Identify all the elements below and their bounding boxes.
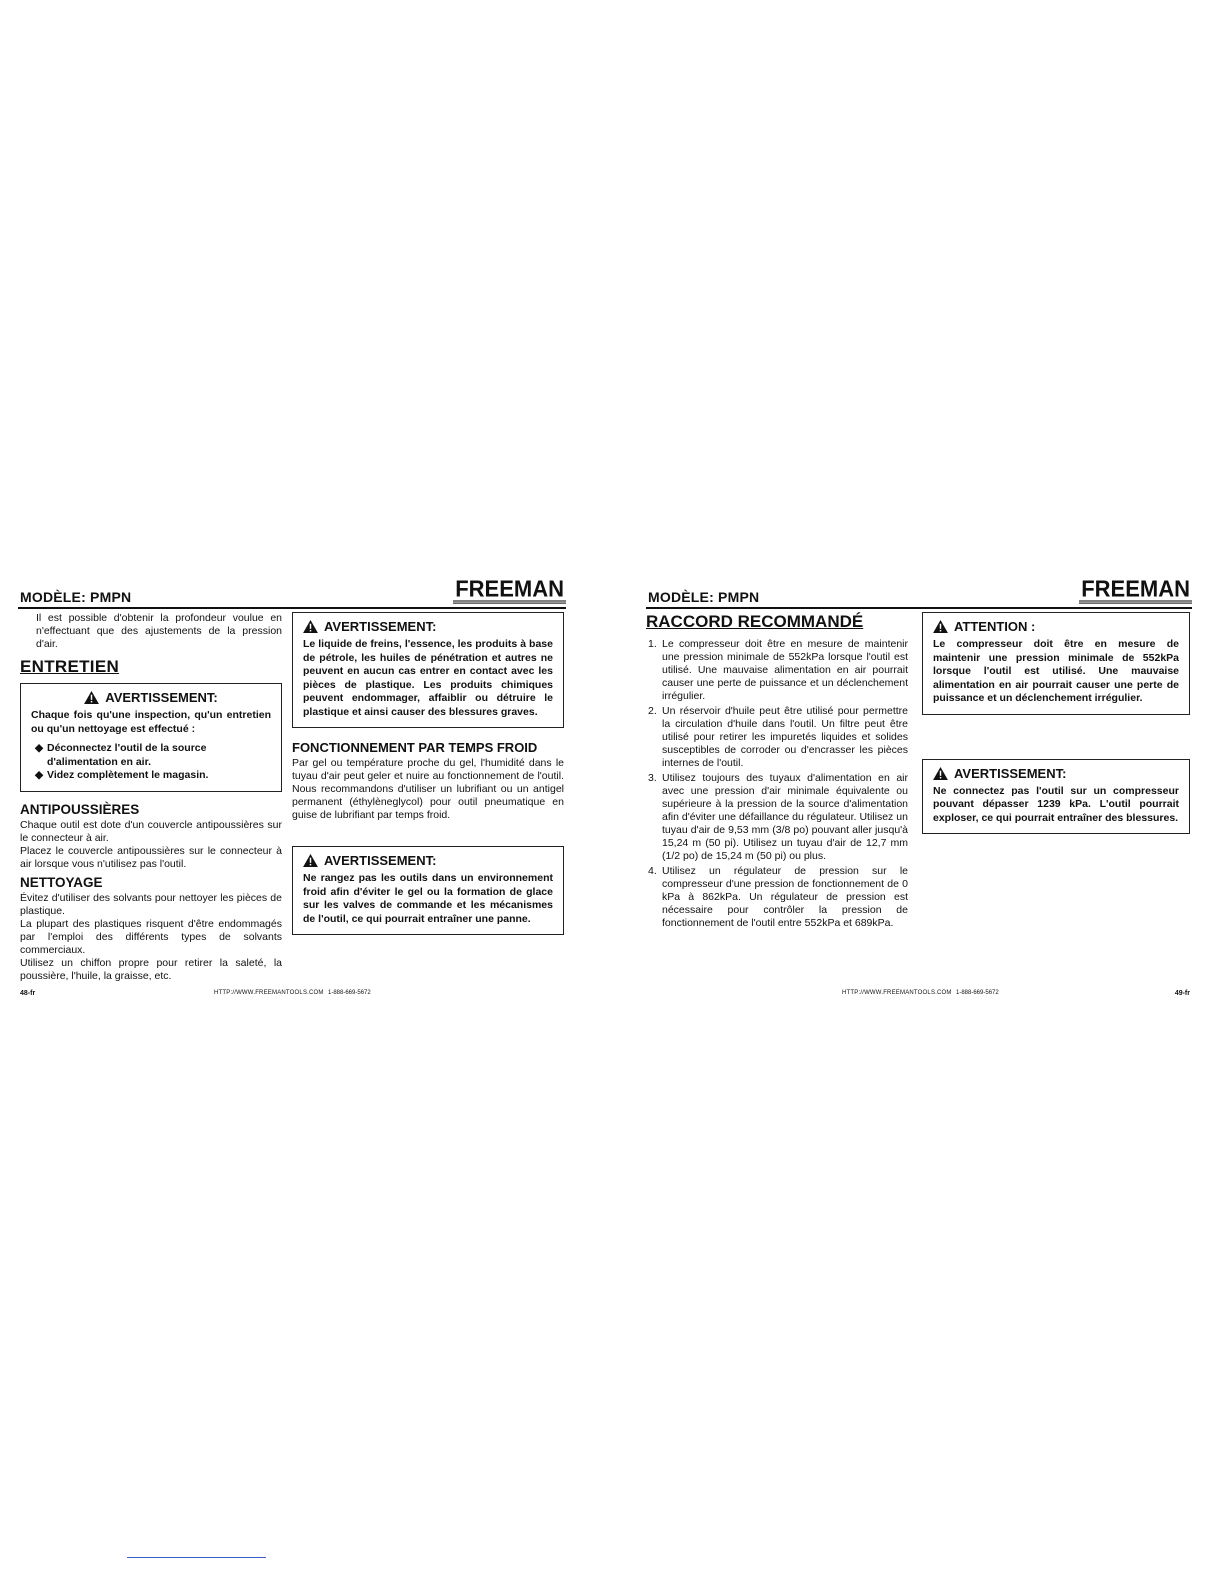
warning-triangle-icon xyxy=(303,854,318,867)
warning-triangle-icon xyxy=(303,620,318,633)
warning-triangle-icon xyxy=(933,767,948,780)
bullet-diamond-icon: ◆ xyxy=(35,769,44,781)
warning-triangle-icon xyxy=(84,691,99,704)
bottom-link-underline xyxy=(127,1557,266,1558)
froid-heading: FONCTIONNEMENT PAR TEMPS FROID xyxy=(292,740,538,755)
right-page xyxy=(646,575,1192,1008)
warning-title: AVERTISSEMENT: xyxy=(303,619,553,634)
footer-phone: 1-888-669-5672 xyxy=(956,990,999,996)
warning-text: Ne rangez pas les outils dans un environnement froid afin d'éviter le gel ou la formation de glace sur les valves de commande et les mécanismes de l'outil, ce qui pourrait entraîner une panne. xyxy=(303,872,553,925)
freeman-logo: FREEMAN xyxy=(1079,577,1192,603)
warning-text: Chaque fois qu'une inspection, qu'un entretien ou qu'un nettoyage est effectué : xyxy=(31,709,271,735)
warning-text: Ne connectez pas l'outil sur un compresseur pouvant dépasser 1239 kPa. L'outil pourrait exploser, ce qui pourrait entraîner des blessures. xyxy=(933,784,1179,824)
bullet-item: ◆ Déconnectez l'outil de la source d'alimentation en air. xyxy=(35,742,207,768)
antipoussieres-p2: Placez le couvercle antipoussières sur le connecteur à air lorsque vous n'utilisez pas l'outil. xyxy=(20,844,282,870)
nettoyage-p1: Évitez d'utiliser des solvants pour nettoyer les pièces de plastique. xyxy=(20,891,282,917)
warning-box-froid xyxy=(292,846,564,935)
page-number: 48-fr xyxy=(20,990,36,997)
list-item: 2. Un réservoir d'huile peut être utilisé pour permettre la circulation d'huile dans l'outil. Un filtre peut être utilisé pour retirer les impuretés liquides et solides susceptibles de corroder ou d'encrasser les pièces internes de l'outil. xyxy=(648,705,908,769)
warning-bullets xyxy=(31,742,271,783)
warning-box-entretien xyxy=(20,683,282,792)
warning-box-compresseur xyxy=(922,759,1190,835)
bullet-item: ◆ Videz complètement le magasin. xyxy=(35,769,209,781)
list-item: 1. Le compresseur doit être en mesure de maintenir une pression minimale de 552kPa lorsque l'outil est utilisé. Une mauvaise alimentation en air pourrait causer une perte de puissance et un déclenchement irrégulier. xyxy=(648,638,908,702)
intro-paragraph: Il est possible d'obtenir la profondeur voulue en n'effectuant que des ajustements de la pression d'air. xyxy=(36,612,282,650)
raccord-heading: RACCORD RECOMMANDÉ xyxy=(646,612,864,631)
footer-url: HTTP://WWW.FREEMANTOOLS.COM xyxy=(842,990,952,996)
page-number: 49-fr xyxy=(1174,990,1190,997)
left-page xyxy=(18,575,566,1008)
right-column xyxy=(292,612,564,935)
warning-title: AVERTISSEMENT: xyxy=(31,690,271,705)
nettoyage-heading: NETTOYAGE xyxy=(20,874,103,890)
model-label: MODÈLE: PMPN xyxy=(648,589,760,605)
attention-title: ATTENTION : xyxy=(933,619,1179,634)
attention-box xyxy=(922,612,1190,715)
page-header xyxy=(646,575,1192,606)
nettoyage-p2: La plupart des plastiques risquent d'être endommagés par l'emploi des différents types de solvants commerciaux. xyxy=(20,917,282,956)
freeman-logo: FREEMAN xyxy=(453,577,566,603)
warning-text: Le liquide de freins, l'essence, les produits à base de pétrole, les huiles de pénétration et autres ne peuvent en aucun cas entrer en contact avec les pièces de plastique. Les produits chimiques peuvent endommager, affaiblir ou détruire le plastique et ainsi causer des blessures graves. xyxy=(303,638,553,718)
bullet-diamond-icon: ◆ xyxy=(35,742,44,754)
raccord-steps xyxy=(646,638,908,930)
list-item: 4. Utilisez un régulateur de pression sur le compresseur d'une pression de fonctionnement de 0 kPa à 862kPa. Un régulateur de pression est nécessaire pour contrôler la pression de fonctionnement de l'outil entre 552kPa et 689kPa. xyxy=(648,865,908,929)
antipoussieres-p1: Chaque outil est dote d'un couvercle antipoussières sur le connecteur à air. xyxy=(20,818,282,844)
nettoyage-p3: Utilisez un chiffon propre pour retirer la saleté, la poussière, l'huile, la graisse, etc. xyxy=(20,956,282,982)
left-column xyxy=(646,612,908,932)
left-column xyxy=(20,612,282,983)
footer-phone: 1-888-669-5672 xyxy=(328,990,371,996)
header-rule xyxy=(18,607,566,609)
page-header xyxy=(18,575,566,606)
froid-paragraph: Par gel ou température proche du gel, l'humidité dans le tuyau d'air peut geler et nuire au fonctionnement de l'outil. Nous recommandons d'utiliser un lubrifiant ou un antigel permanent (éthylèneglycol) pour outil pneumatique en guise de lubrifiant par temps froid. xyxy=(292,757,564,821)
list-item: 3. Utilisez toujours des tuyaux d'alimentation en air avec une pression d'air minimale équivalente ou supérieure à la pression de la source d'alimentation afin d'éviter une défaillance du régulateur. Utilisez un tuyau d'air de 9,53 mm (3/8 po) pouvant aller jusqu'à 15,24 m (50 pi). Utilisez un tuyau d'air de 12,7 mm (1/2 po) de 15,24 m (50 pi) ou plus. xyxy=(648,772,908,862)
warning-box-plastique xyxy=(292,612,564,728)
antipoussieres-heading: ANTIPOUSSIÈRES xyxy=(20,801,140,817)
right-column xyxy=(922,612,1190,834)
model-label: MODÈLE: PMPN xyxy=(20,589,132,605)
warning-triangle-icon xyxy=(933,620,948,633)
header-rule xyxy=(646,607,1192,609)
warning-title: AVERTISSEMENT: xyxy=(303,853,553,868)
footer-url: HTTP://WWW.FREEMANTOOLS.COM xyxy=(214,990,324,996)
entretien-heading: ENTRETIEN xyxy=(20,657,120,676)
warning-title: AVERTISSEMENT: xyxy=(933,766,1179,781)
attention-text: Le compresseur doit être en mesure de maintenir une pression minimale de 552kPa lorsque l'outil est utilisé. Une mauvaise alimentation en air pourrait causer une perte de puissance et un déclenchement irrégulier. xyxy=(933,638,1179,704)
